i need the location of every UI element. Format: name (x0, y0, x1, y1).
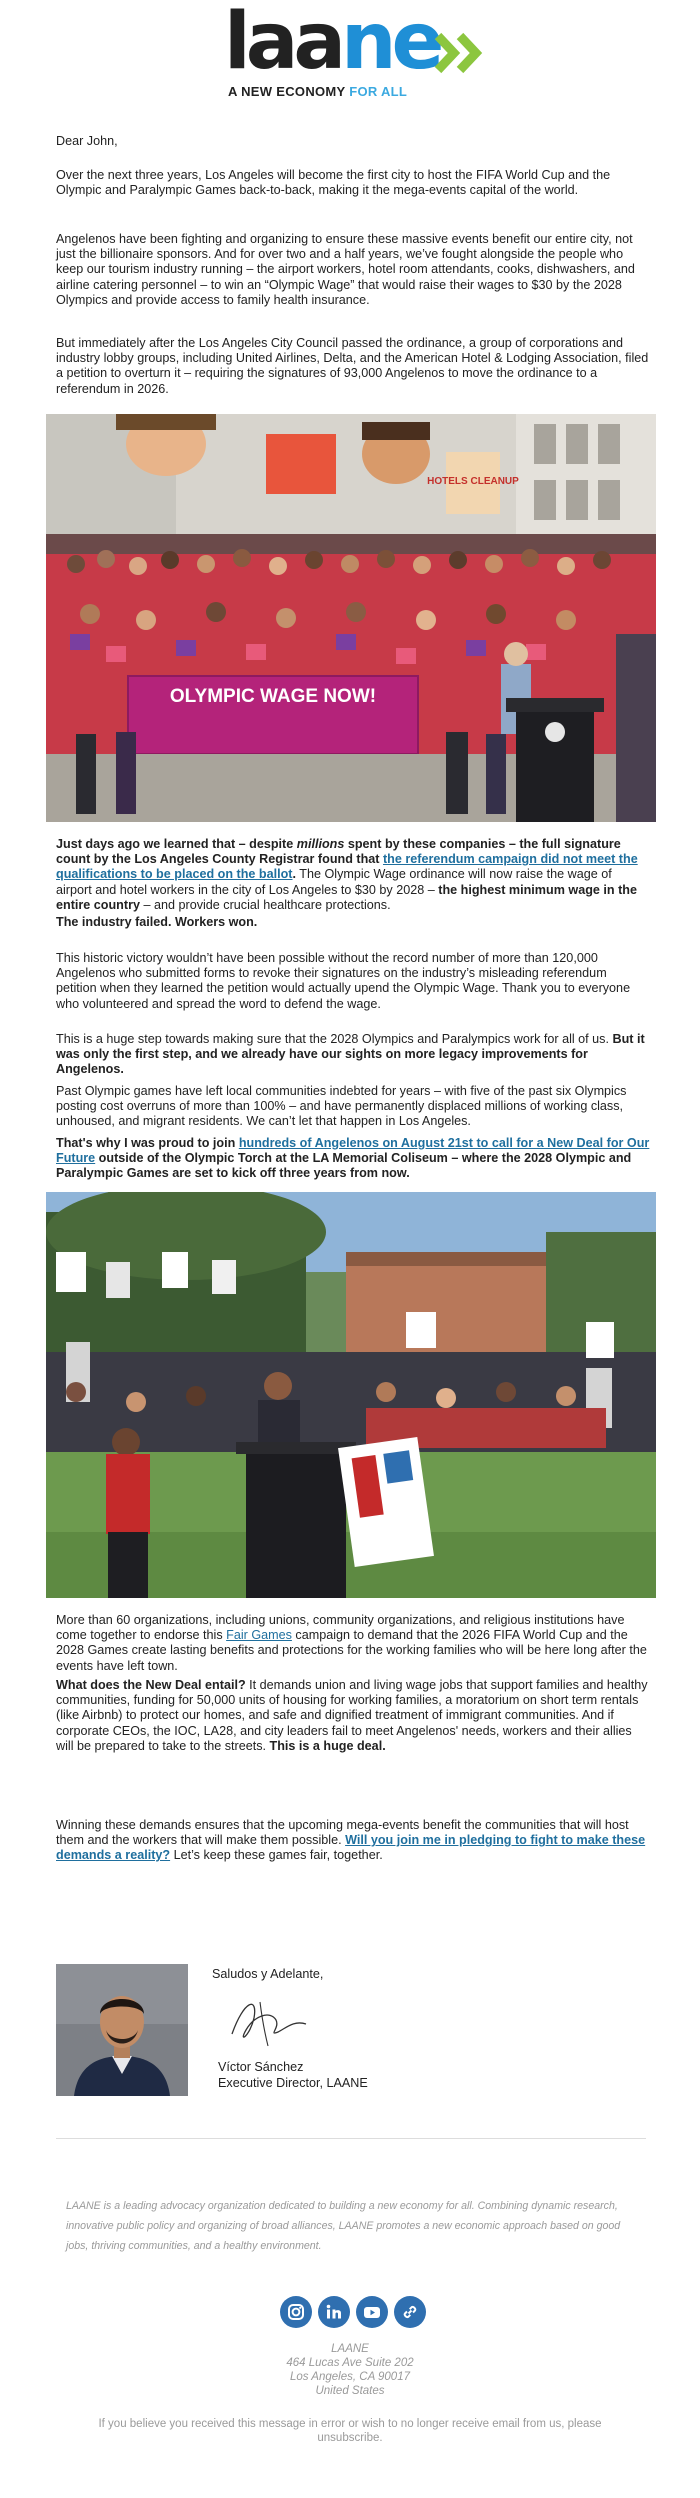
footer-address-line1: 464 Lucas Ave Suite 202 (286, 2357, 414, 2369)
paragraph-1: Over the next three years, Los Angeles will become the first city to host the FIFA World Cup and the Olympic and Paralympic Games back-to-back, making it the mega-events capital of the world. (56, 168, 611, 198)
link-icon[interactable] (394, 2296, 426, 2328)
greeting: Dear John, (56, 134, 118, 148)
fair-games-link[interactable]: Fair Games (226, 1628, 292, 1643)
social-links (280, 2296, 430, 2330)
closing: Saludos y Adelante, (212, 1967, 324, 1981)
paragraph-3: But immediately after the Los Angeles City Council passed the ordinance, a group of corporations and industry lobby groups, including United Airlines, Delta, and the American Hotel & Lodging Association, filed a petition to overturn it – requiring the signatures of 93,000 Angelenos to move the ordinance to a referendum in 2026. (56, 336, 649, 396)
logo-tagline: A NEW ECONOMY FOR ALL (228, 84, 408, 99)
footer-org: LAANE (331, 2343, 369, 2355)
paragraph-7: This is a huge step towards making sure that the 2028 Olympics and Paralympics work for all of us. But it was only the first step, and we already have our sights on more legacy improvements for Angelenos. (56, 1032, 645, 1077)
coliseum-photo-illustration (46, 1192, 656, 1598)
signer-name: Víctor Sánchez (218, 2060, 304, 2074)
paragraph-12: Winning these demands ensures that the upcoming mega-events benefit the communities that will host them and the workers that will make them possible. Will you join me in pledging to fight to make these demands a reality? Let’s keep these games fair, together. (56, 1818, 646, 1863)
paragraph-4: Just days ago we learned that – despite millions spent by these companies – the full signature count by the Los Angeles County Registrar found that the referendum campaign did not meet the qualifications to be placed on the ballot. The Olympic Wage ordinance will now raise the wage of airport and hotel workers in the city of Los Angeles to $30 by 2028 – the highest minimum wage in the entire country – and provide crucial healthcare protections. (56, 837, 638, 912)
paragraph-11: What does the New Deal entail? It demands union and living wage jobs that support families and healthy communities, funding for 50,000 units of housing for working families, a moratorium on short term rentals (like Airbnb) to protect our homes, and safe and dignified treatment of immigrant communities. And if corporate CEOs, the IOC, LA28, and city leaders fail to meet Angelenos' needs, workers and their allies will be prepared to take to the streets. This is a huge deal. (56, 1678, 648, 1753)
pledge-link[interactable]: Will you join me in pledging to fight to make these demands a reality? (56, 1833, 646, 1863)
paragraph-2: Angelenos have been fighting and organizing to ensure these massive events benefit our entire city, not just the billionaire sponsors. And for over two and a half years, we’ve fought alongside the people who keep our tourism industry running – the airport workers, hotel room attendants, cooks, dishwashers, and airline catering personnel – to win an “Olympic Wage” that would raise their wages to $30 by the 2028 Olympics and provide access to family health insurance. (56, 232, 635, 307)
instagram-icon[interactable] (280, 2296, 312, 2328)
paragraph-9: That's why I was proud to join hundreds of Angelenos on August 21st to call for a New Deal for Our Future outside of the Olympic Torch at the LA Memorial Coliseum – where the 2028 Olympic and Paralympic Games are set to kick off three years from now. (56, 1136, 650, 1181)
logo-wordmark: laane (224, 0, 440, 87)
chevrons-icon (434, 30, 484, 76)
avatar (56, 1964, 188, 2096)
youtube-icon[interactable] (356, 2296, 388, 2328)
avatar-illustration (56, 1964, 188, 2096)
rally-photo-illustration (46, 414, 656, 822)
footer-address-line3: United States (315, 2385, 385, 2397)
signer-title: Executive Director, LAANE (218, 2076, 368, 2090)
coliseum-rally-photo (46, 1192, 656, 1598)
footer-about: LAANE is a leading advocacy organization dedicated to building a new economy for all. Combining dynamic research, innovative public policy and organizing of broad alliances, LAANE promotes a new economic approach based on good jobs, thriving communities, and a healthy environment. (66, 2200, 621, 2252)
paragraph-8: Past Olympic games have left local communities indebted for years – with five of the past six Olympics posting cost overruns of more than 100% – and have permanently displaced millions of working class, unhoused, and migrant residents. We can’t let that happen in Los Angeles. (56, 1084, 627, 1129)
footer-address-line2: Los Angeles, CA 90017 (290, 2371, 410, 2383)
rally-photo (46, 414, 656, 822)
paragraph-5: The industry failed. Workers won. (56, 915, 258, 929)
footer-divider (56, 2138, 646, 2139)
linkedin-icon[interactable] (318, 2296, 350, 2328)
cleanup-sign-text: HOTELS CLEANUP (427, 476, 519, 487)
new-deal-link[interactable]: hundreds of Angelenos on August 21st to call for a New Deal for Our Future (56, 1136, 650, 1166)
banner-text: OLYMPIC WAGE NOW! (169, 686, 377, 707)
paragraph-10: More than 60 organizations, including unions, community organizations, and religious institutions have come together to endorse this Fair Games campaign to demand that the 2026 FIFA World Cup and the 2028 Games create lasting benefits and protections for the working families who will be here long after the events have left town. (56, 1613, 647, 1673)
paragraph-6: This historic victory wouldn’t have been possible without the record number of more than 120,000 Angelenos who submitted forms to revoke their signatures on the industry’s misleading referendum petition when they learned the petition would actually upend the Olympic Wage. Thank you to everyone who volunteered and spread the word to defend the wage. (56, 951, 631, 1011)
laane-logo[interactable] (0, 0, 700, 112)
referendum-link[interactable]: the referendum campaign did not meet the qualifications to be placed on the ballot (56, 852, 638, 882)
unsubscribe-text[interactable]: If you believe you received this message in error or wish to no longer receive email from us, please unsubscribe. (98, 2418, 602, 2444)
signature-icon (224, 1990, 314, 2050)
